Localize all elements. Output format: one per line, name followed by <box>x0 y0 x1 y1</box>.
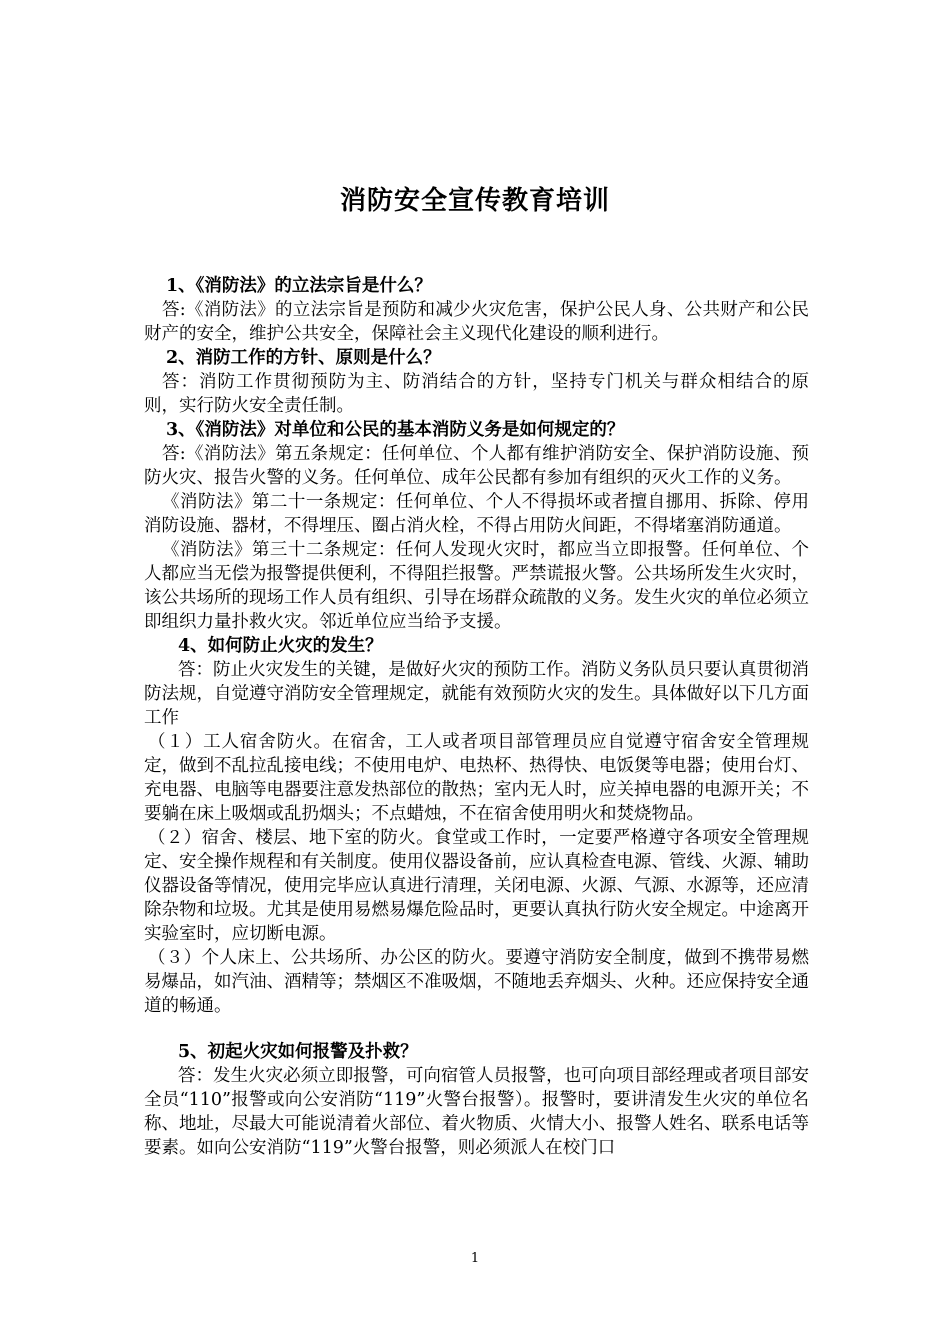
article-32-paragraph: 《消防法》第三十二条规定：任何人发现火灾时，都应当立即报警。任何单位、个人都应当无偿为报警提供便利，不得阻拦报警。严禁谎报火警。公共场所发生火灾时，该公共场所的现场工作人员有组织、引导在场群众疏散的义务。发生火灾的单位必须立即组织力量扑救火灾。邻近单位应当给予支援。 <box>144 540 809 632</box>
answer-3: 答:《消防法》第五条规定：任何单位、个人都有维护消防安全、保护消防设施、预防火灾、报告火警的义务。任何单位、成年公民都有参加有组织的灭火工作的义务。 <box>144 444 809 488</box>
item-1-dormitory: （１）工人宿舍防火。在宿舍，工人或者项目部管理员应自觉遵守宿舍安全管理规定，做到不乱拉乱接电线；不使用电炉、电热杯、热得快、电饭煲等电器；使用台灯、充电器、电脑等电器要注意发热部位的散热；室内无人时，应关掉电器的电源开关；不要躺在床上吸烟或乱扔烟头；不点蜡烛，不在宿舍使用明火和焚烧物品。 <box>144 732 809 824</box>
answer-5: 答：发生火灾必须立即报警，可向宿管人员报警，也可向项目部经理或者项目部安全员“110”报警或向公安消防“119”火警台报警）。报警时，要讲清发生火灾的单位名称、地址，尽最大可能说清着火部位、着火物质、火情大小、报警人姓名、联系电话等要素。如向公安消防“119”火警台报警，则必须派人在校门口 <box>144 1066 809 1158</box>
answer-1: 答:《消防法》的立法宗旨是预防和减少火灾危害，保护公民人身、公共财产和公民财产的安全，维护公共安全，保障社会主义现代化建设的顺利进行。 <box>144 300 809 344</box>
question-5: 5、初起火灾如何报警及扑救？ <box>178 1042 418 1062</box>
document-body <box>144 274 809 1160</box>
item-3-public-areas: （３）个人床上、公共场所、办公区的防火。要遵守消防安全制度，做到不携带易燃易爆品，如汽油、酒精等；禁烟区不准吸烟，不随地丢弃烟头、火种。还应保持安全通道的畅通。 <box>144 948 809 1016</box>
page-number: 1 <box>470 1251 480 1266</box>
question-3: 3、《消防法》对单位和公民的基本消防义务是如何规定的？ <box>166 420 625 440</box>
item-2-floors: （２）宿舍、楼层、地下室的防火。食堂或工作时，一定要严格遵守各项安全管理规定、安全操作规程和有关制度。使用仪器设备前，应认真检查电源、管线、火源、辅助仪器设备等情况，使用完毕应认真进行清理，关闭电源、火源、气源、水源等，还应清除杂物和垃圾。尤其是使用易燃易爆危险品时，更要认真执行防火安全规定。中途离开实验室时，应切断电源。 <box>144 828 809 944</box>
article-21-paragraph: 《消防法》第二十一条规定：任何单位、个人不得损坏或者擅自挪用、拆除、停用消防设施、器材，不得埋压、圈占消火栓，不得占用防火间距，不得堵塞消防通道。 <box>144 492 809 536</box>
document-title: 消防安全宣传教育培训 <box>339 186 610 216</box>
answer-2: 答：消防工作贯彻预防为主、防消结合的方针，坚持专门机关与群众相结合的原则，实行防火安全责任制。 <box>144 372 809 416</box>
paragraph-gap <box>144 1018 809 1040</box>
answer-4: 答：防止火灾发生的关键，是做好火灾的预防工作。消防义务队员只要认真贯彻消防法规，自觉遵守消防安全管理规定，就能有效预防火灾的发生。具体做好以下几方面工作 <box>144 660 809 728</box>
question-4: 4、如何防止火灾的发生？ <box>178 636 383 656</box>
question-1: 1、《消防法》的立法宗旨是什么？ <box>166 276 432 296</box>
question-2: 2、消防工作的方针、原则是什么？ <box>166 348 441 368</box>
